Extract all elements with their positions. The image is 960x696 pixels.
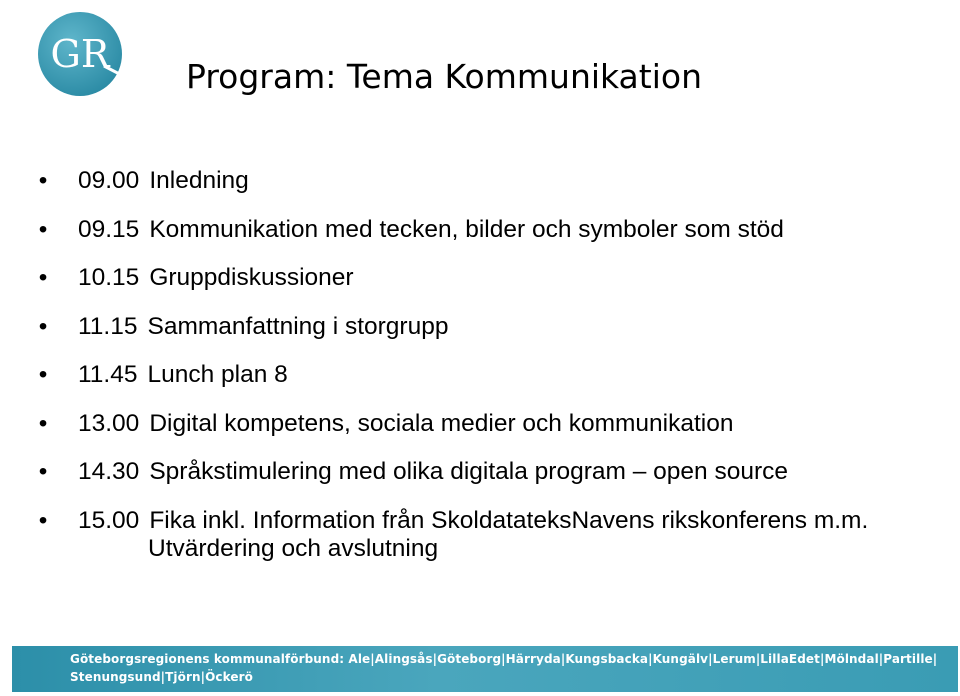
bullet-icon: • xyxy=(38,264,48,291)
logo-text: GR xyxy=(50,32,110,76)
agenda-time: 14.30 xyxy=(78,458,140,485)
agenda-item xyxy=(38,500,868,562)
page-title: Program: Tema Kommunikation xyxy=(186,57,702,96)
agenda-time: 15.00 xyxy=(78,506,140,534)
agenda-item xyxy=(38,306,868,355)
agenda-item xyxy=(38,354,868,403)
bullet-icon: • xyxy=(38,361,48,388)
agenda-text: Gruppdiskussioner xyxy=(149,264,354,291)
agenda-time: 11.45 xyxy=(78,361,138,388)
agenda-continuation: Utvärdering och avslutning xyxy=(148,534,439,562)
bullet-icon: • xyxy=(38,458,48,485)
bullet-icon: • xyxy=(38,312,48,340)
agenda-text: Språkstimulering med olika digitala program – open source xyxy=(149,458,788,485)
agenda-time: 09.00 xyxy=(78,167,140,194)
footer-banner xyxy=(12,646,958,692)
bullet-icon: • xyxy=(38,215,48,243)
agenda-item xyxy=(38,403,868,452)
agenda-time: 09.15 xyxy=(78,215,140,243)
agenda-time: 13.00 xyxy=(78,409,140,437)
footer-line-1: Göteborgsregionens kommunalförbund: Ale|Alingsås|Göteborg|Härryda|Kungsbacka|Kungälv|Lerum|LillaEdet|Mölndal|Partille| xyxy=(70,652,938,666)
agenda-item xyxy=(38,451,868,500)
agenda-time: 10.15 xyxy=(78,264,140,291)
footer-line-2: Stenungsund|Tjörn|Öckerö xyxy=(70,670,253,684)
agenda-list xyxy=(38,160,868,562)
gr-logo xyxy=(34,10,134,98)
agenda-time: 11.15 xyxy=(78,312,138,340)
agenda-item xyxy=(38,209,868,258)
bullet-icon: • xyxy=(38,167,48,194)
bullet-icon: • xyxy=(38,506,48,534)
agenda-text: Lunch plan 8 xyxy=(147,361,288,388)
agenda-text: Digital kompetens, sociala medier och kommunikation xyxy=(149,409,734,437)
agenda-item xyxy=(38,257,868,306)
agenda-text: Inledning xyxy=(149,167,249,194)
agenda-text: Kommunikation med tecken, bilder och symboler som stöd xyxy=(149,215,784,243)
bullet-icon: • xyxy=(38,409,48,437)
agenda-text: Fika inkl. Information från SkoldatateksNavens rikskonferens m.m. xyxy=(149,506,869,534)
agenda-item xyxy=(38,160,868,209)
agenda-text: Sammanfattning i storgrupp xyxy=(147,312,449,340)
